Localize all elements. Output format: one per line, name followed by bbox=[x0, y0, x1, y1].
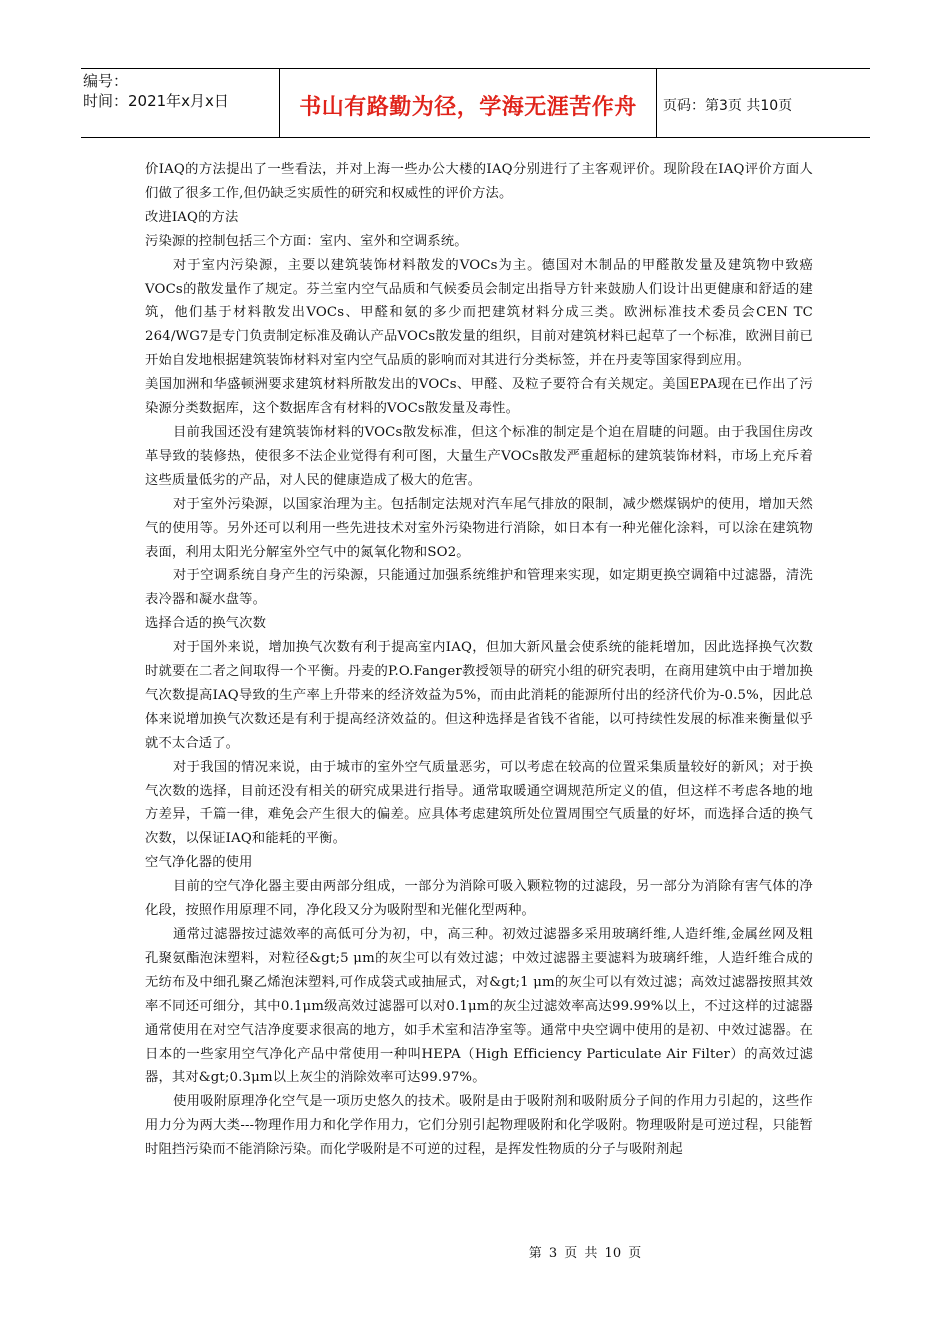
page-footer bbox=[0, 1242, 950, 1261]
document-number-label: 编号： bbox=[83, 72, 129, 90]
document-body bbox=[145, 158, 813, 1162]
footer-page-number: 第 3 页 共 10 页 bbox=[528, 1246, 642, 1261]
paragraph: 对于室内污染源，主要以建筑装饰材料散发的VOCs为主。德国对木制品的甲醛散发量及建筑物中致癌VOCs的散发量作了规定。芬兰室内空气品质和气候委员会制定出指导方针来鼓励人们设计出更健康和舒适的建筑，他们基于材料散发出VOCs、甲醛和氨的多少而把建筑材料分成三类。欧洲标准技术委员会CEN TC 264/WG7是专门负责制定标准及确认产品VOCs散发量的组织，目前对建筑材料已起草了一个标准，欧洲目前已开始自发地根据建筑装饰材料对室内空气品质的影响而对其进行分类标签，并在丹麦等国家得到应用。 bbox=[145, 257, 813, 369]
page-header bbox=[81, 68, 870, 138]
paragraph: 对于室外污染源，以国家治理为主。包括制定法规对汽车尾气排放的限制，减少燃煤锅炉的使用，增加天然气的使用等。另外还可以利用一些先进技术对室外污染物进行消除，如日本有一种光催化涂料，可以涂在建筑物表面，利用太阳光分解室外空气中的氮氧化物和SO2。 bbox=[145, 496, 813, 560]
paragraph: 对于空调系统自身产生的污染源，只能通过加强系统维护和管理来实现，如定期更换空调箱中过滤器，清洗表冷器和凝水盘等。 bbox=[145, 568, 813, 608]
paragraph: 价IAQ的方法提出了一些看法，并对上海一些办公大楼的IAQ分别进行了主客观评价。现阶段在IAQ评价方面人们做了很多工作,但仍缺乏实质性的研究和权威性的评价方法。 bbox=[145, 162, 813, 201]
header-motto: 书山有路勤为径，学海无涯苦作舟 bbox=[280, 69, 657, 137]
header-page-info: 页码：第3页 共10页 bbox=[663, 98, 793, 114]
paragraph: 选择合适的换气次数 bbox=[145, 616, 267, 632]
paragraph: 改进IAQ的方法 bbox=[145, 209, 239, 225]
paragraph: 通常过滤器按过滤效率的高低可分为初，中，高三种。初效过滤器多采用玻璃纤维,人造纤维,金属丝网及粗孔聚氨酯泡沫塑料，对粒径&gt;5 μm的灰尘可以有效过滤；中效过滤器主要滤料为玻璃纤维，人造纤维合成的无纺布及中细孔聚乙烯泡沫塑料,可作成袋式或抽屉式，对&gt;1 μm的灰尘可以有效过滤；高效过滤器按照其效率不同还可细分，其中0.1μm级高效过滤器可以对0.1μm的灰尘过滤效率高达99.99%以上，不过这样的过滤器通常使用在对空气洁净度要求很高的地方，如手术室和洁净室等。通常中央空调中使用的是初、中效过滤器。在日本的一些家用空气净化产品中常使用一种叫HEPA（High Efficiency Particulate Air Filter）的高效过滤器，其对&gt;0.3μm以上灰尘的消除效率可达99.97%。 bbox=[145, 927, 813, 1086]
paragraph: 对于我国的情况来说，由于城市的室外空气质量恶劣，可以考虑在较高的位置采集质量较好的新风；对于换气次数的选择，目前还没有相关的研究成果进行指导。通常取暖通空调规范所定义的值，但这样不考虑各地的地方差异，千篇一律，难免会产生很大的偏差。应具体考虑建筑所处位置周围空气质量的好坏，而选择合适的换气次数，以保证IAQ和能耗的平衡。 bbox=[145, 759, 813, 847]
paragraph: 目前我国还没有建筑装饰材料的VOCs散发标准，但这个标准的制定是个迫在眉睫的问题。由于我国住房改革导致的装修热，使很多不法企业觉得有利可图，大量生产VOCs散发严重超标的建筑装饰材料，市场上充斥着这些质量低劣的产品，对人民的健康造成了极大的危害。 bbox=[145, 424, 813, 488]
header-meta bbox=[81, 69, 280, 137]
paragraph: 空气净化器的使用 bbox=[145, 855, 253, 871]
document-time-label: 时间：2021年x月x日 bbox=[83, 92, 229, 110]
paragraph: 污染源的控制包括三个方面：室内、室外和空调系统。 bbox=[145, 233, 468, 249]
paragraph: 美国加洲和华盛顿洲要求建筑材料所散发出的VOCs、甲醛、及粒子要符合有关规定。美国EPA现在已作出了污染源分类数据库，这个数据库含有材料的VOCs散发量及毒性。 bbox=[145, 377, 813, 417]
paragraph: 目前的空气净化器主要由两部分组成，一部分为消除可吸入颗粒物的过滤段，另一部分为消除有害气体的净化段，按照作用原理不同，净化段又分为吸附型和光催化型两种。 bbox=[145, 879, 813, 919]
paragraph: 对于国外来说，增加换气次数有利于提高室内IAQ，但加大新风量会使系统的能耗增加，因此选择换气次数时就要在二者之间取得一个平衡。丹麦的P.O.Fanger教授领导的研究小组的研究表明，在商用建筑中由于增加换气次数提高IAQ导致的生产率上升带来的经济效益为5%，而由此消耗的能源所付出的经济代价为-0.5%，因此总体来说增加换气次数还是有利于提高经济效益的。但这种选择是省钱不省能，以可持续性发展的标准来衡量似乎就不太合适了。 bbox=[145, 640, 813, 751]
paragraph: 使用吸附原理净化空气是一项历史悠久的技术。吸附是由于吸附剂和吸附质分子间的作用力引起的，这些作用力分为两大类---物理作用力和化学作用力，它们分别引起物理吸附和化学吸附。物理吸附是可逆过程，只能暂时阻挡污染而不能消除污染。而化学吸附是不可逆的过程，是挥发性物质的分子与吸附剂起 bbox=[145, 1094, 813, 1158]
